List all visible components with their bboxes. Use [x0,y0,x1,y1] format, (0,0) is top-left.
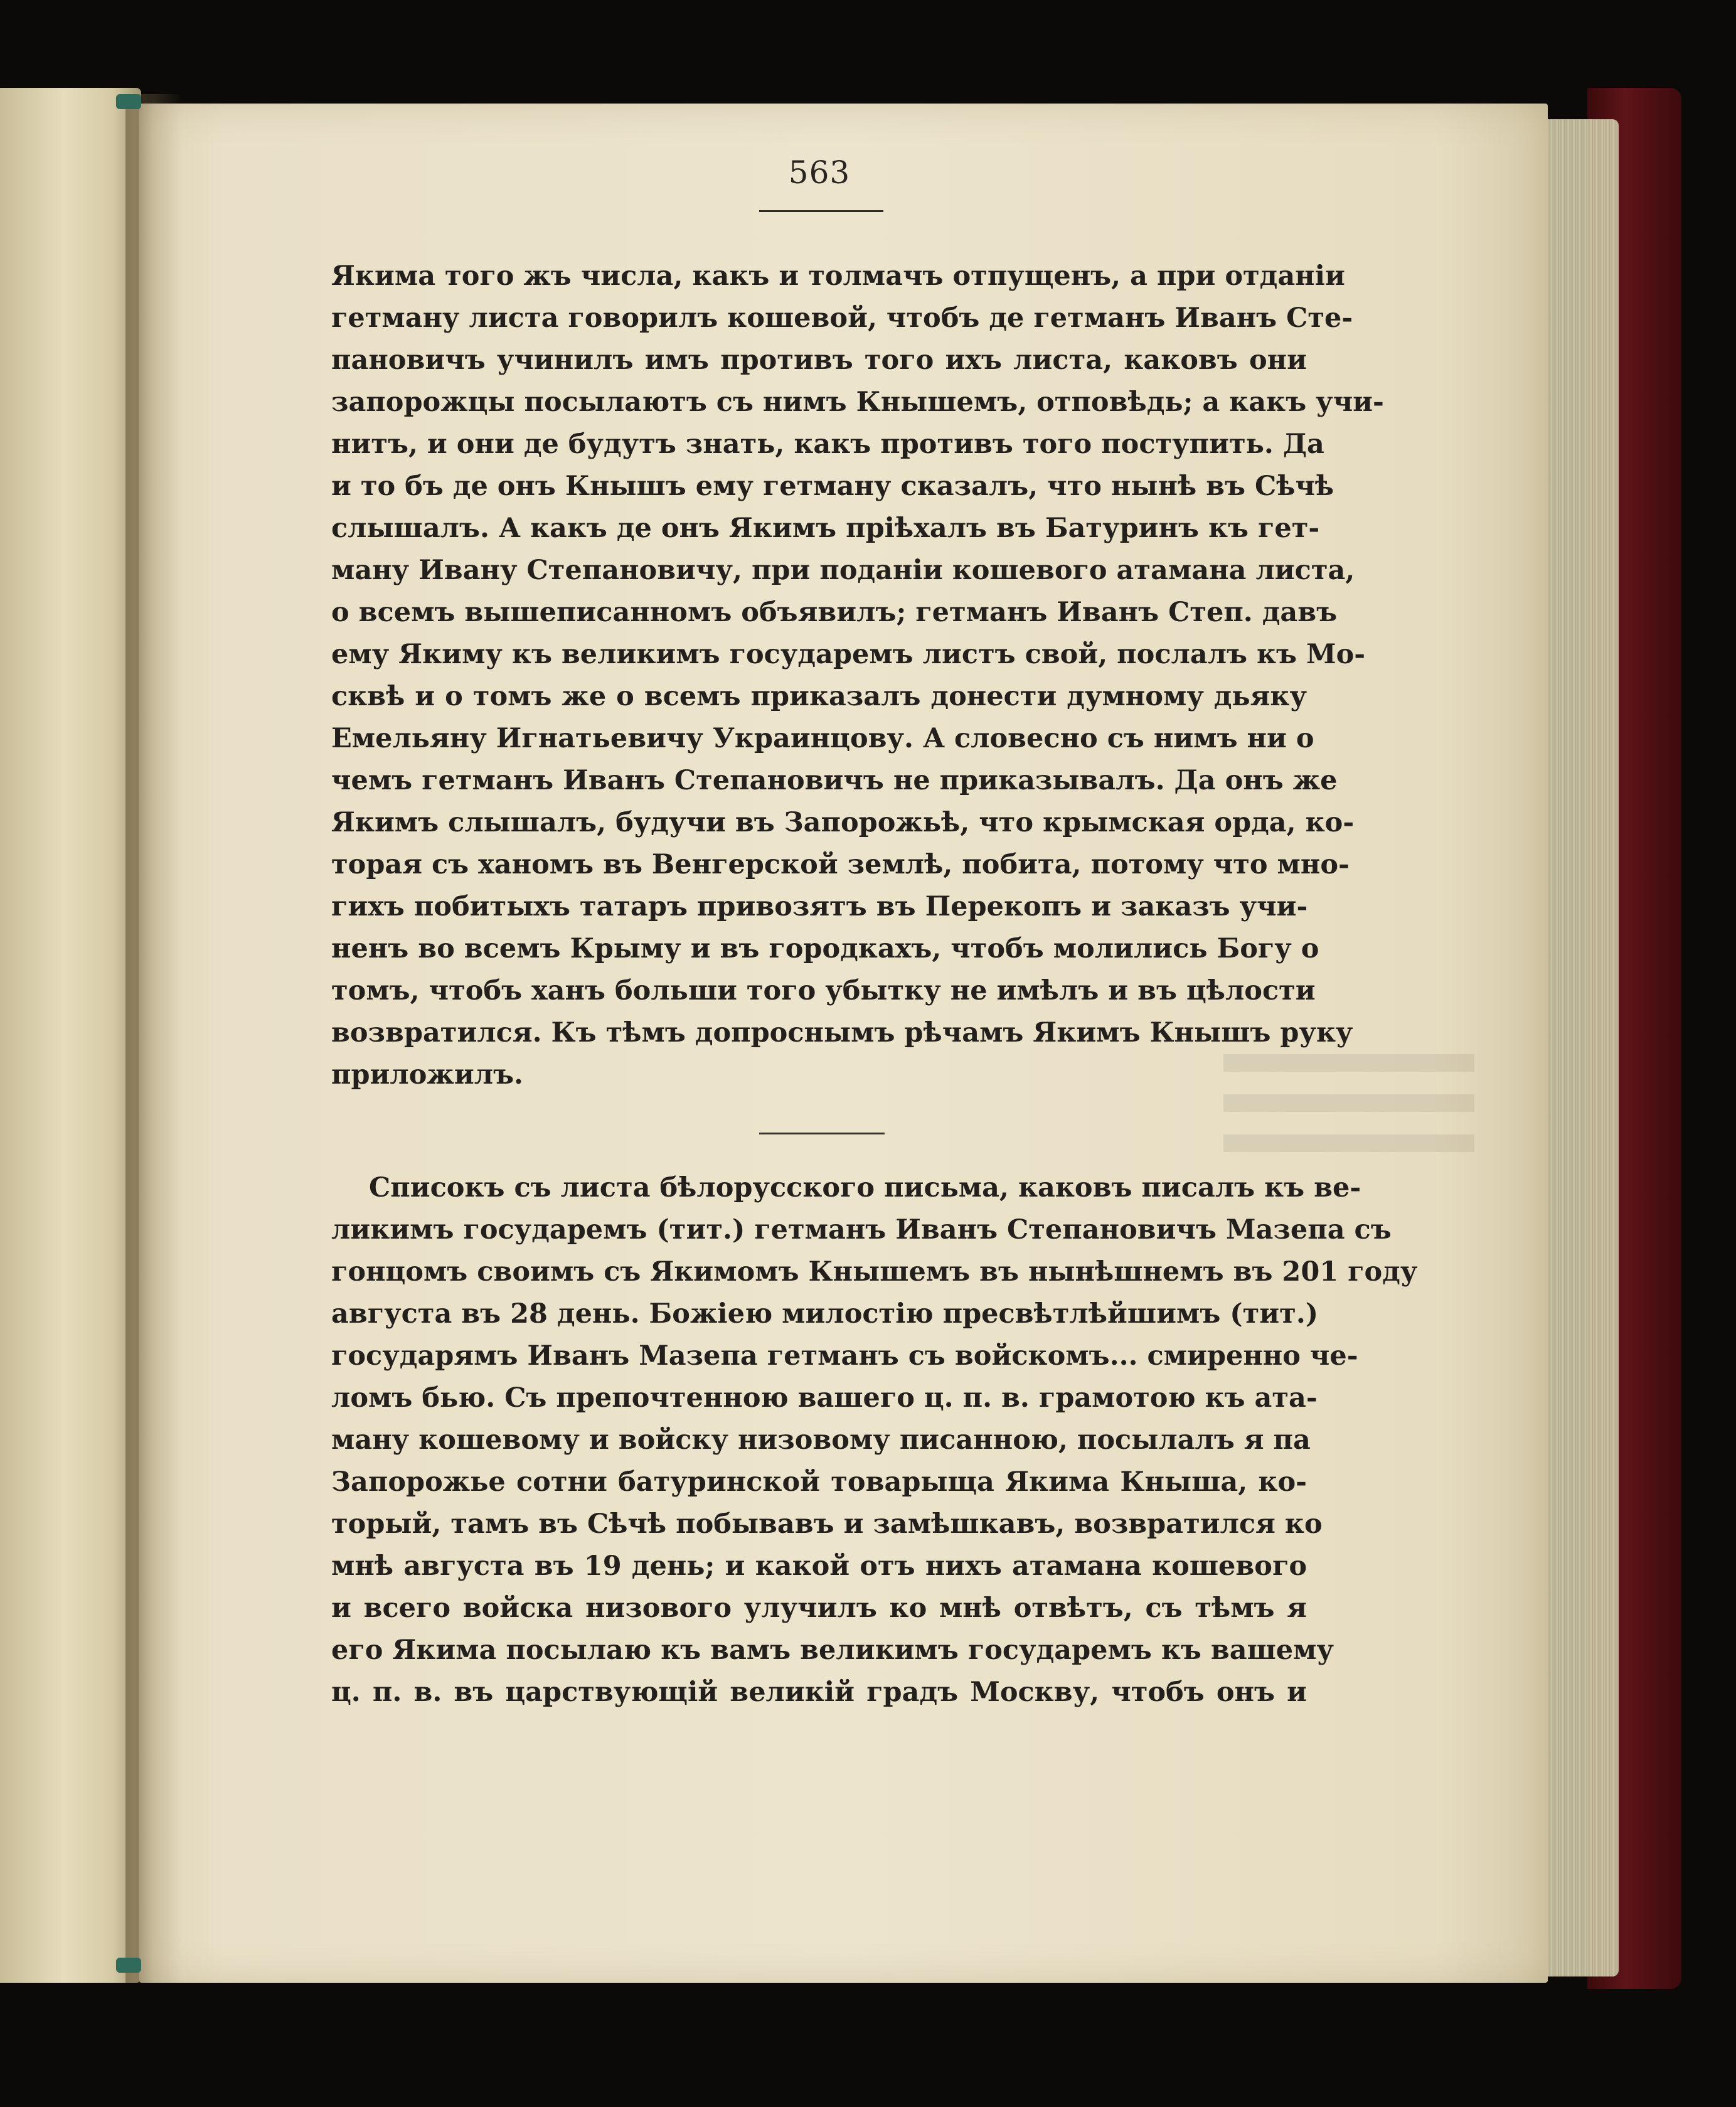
text-line: возвратился. Къ тѣмъ допроснымъ рѣчамъ Якимъ Кнышъ руку [331,1017,1353,1048]
text-line: Списокъ съ листа бѣлорусского письма, каковъ писалъ къ ве- [369,1172,1361,1203]
text-line: ц. п. в. въ царствующій великій градъ Москву, чтобъ онъ и [331,1677,1307,1708]
text-line: мнѣ августа въ 19 день; и какой отъ нихъ атамана кошевого [331,1550,1307,1582]
text-line: Якима того жъ числа, какъ и толмачъ отпущенъ, а при отданіи [331,260,1345,292]
text-line: нитъ, и они де будутъ знать, какъ противъ того поступить. Да [331,429,1324,460]
text-line: о всемъ вышеписанномъ объявилъ; гетманъ Иванъ Степ. давъ [331,597,1338,628]
text-line: чемъ гетманъ Иванъ Степановичъ не приказывалъ. Да онъ же [331,765,1338,796]
page-number-rule [759,210,883,212]
text-line: и всего войска низового улучилъ ко мнѣ отвѣтъ, съ тѣмъ я [331,1592,1307,1624]
text-line: запорожцы посылаютъ съ нимъ Кнышемъ, отповѣдь; а какъ учи- [331,387,1384,418]
text-line: слышалъ. А какъ де онъ Якимъ пріѣхалъ въ Батуринъ къ гет- [331,513,1320,544]
text-line: гихъ побитыхъ татаръ привозятъ въ Перекопъ и заказъ учи- [331,891,1308,922]
section-divider [759,1133,885,1134]
text-line: и то бъ де онъ Кнышъ ему гетману сказалъ, что нынѣ въ Сѣчѣ [331,471,1334,502]
paragraph-1 [331,255,1384,1096]
left-facing-page [0,88,141,1983]
text-line: Якимъ слышалъ, будучи въ Запорожьѣ, что крымская орда, ко- [331,807,1355,838]
paragraph-2 [331,1167,1418,1714]
text-line: торая съ ханомъ въ Венгерской землѣ, побита, потому что мно- [331,849,1350,880]
text-line: томъ, чтобъ ханъ больши того убытку не имѣлъ и въ цѣлости [331,975,1316,1006]
page-number: 563 [788,154,851,191]
text-line: Запорожье сотни батуринской товарыща Якима Кныша, ко- [331,1466,1307,1498]
text-line: гонцомъ своимъ съ Якимомъ Кнышемъ въ нынѣшнемъ въ 201 году [331,1256,1418,1288]
text-line: августа въ 28 день. Божіею милостію пресвѣтлѣйшимъ (тит.) [331,1298,1319,1330]
text-line: Емельяну Игнатьевичу Украинцову. А словесно съ нимъ ни о [331,723,1314,754]
text-line: государямъ Иванъ Мазепа гетманъ съ войскомъ... смиренно че- [331,1340,1358,1372]
text-line: ману кошевому и войску низовому писанною, посылалъ я па [331,1424,1311,1456]
text-line: ломъ бью. Съ препочтенною вашего ц. п. в. грамотою къ ата- [331,1382,1318,1414]
text-line: ману Ивану Степановичу, при поданіи кошевого атамана листа, [331,555,1355,586]
text-line: сквѣ и о томъ же о всемъ приказалъ донести думному дьяку [331,681,1307,712]
text-line: пановичъ учинилъ имъ противъ того ихъ листа, каковъ они [331,344,1307,376]
text-line: ненъ во всемъ Крыму и въ городкахъ, чтобъ молились Богу о [331,933,1319,964]
text-line: ему Якиму къ великимъ государемъ листъ свой, послалъ къ Мо- [331,639,1366,670]
binding-thread-bottom [116,1958,141,1973]
text-line: ликимъ государемъ (тит.) гетманъ Иванъ Степановичъ Мазепа съ [331,1214,1392,1246]
text-line: торый, тамъ въ Сѣчѣ побывавъ и замѣшкавъ, возвратился ко [331,1508,1323,1540]
spine-shadow [125,94,182,1983]
text-line: его Якима посылаю къ вамъ великимъ государемъ къ вашему [331,1635,1334,1666]
text-line: приложилъ. [331,1059,524,1091]
text-line: гетману листа говорилъ кошевой, чтобъ де гетманъ Иванъ Сте- [331,302,1353,334]
binding-thread-top [116,94,141,109]
